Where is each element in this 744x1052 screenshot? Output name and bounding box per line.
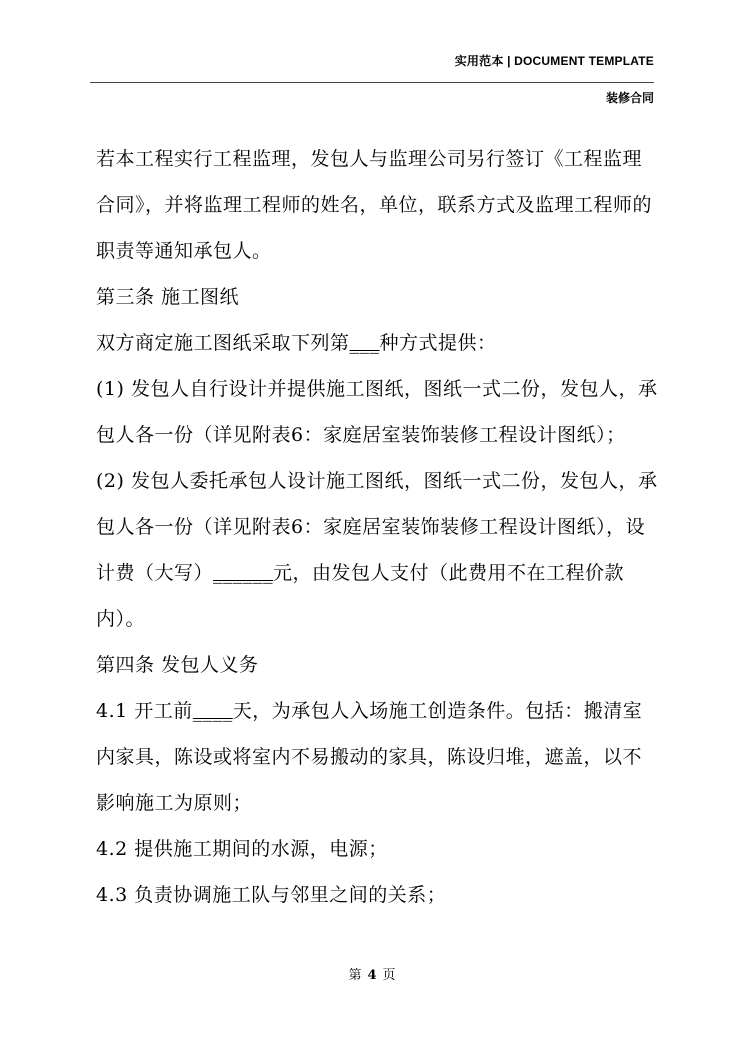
clause-4-1: [96, 688, 660, 826]
clause-4-2: 4.2 提供施工期间的水源，电源；: [96, 838, 388, 860]
article-4-heading: 第四条 发包人义务: [96, 654, 259, 676]
fill-blank: ______: [213, 562, 274, 584]
header-subtitle: 装修合同: [605, 91, 654, 105]
text-segment: 天，为承包人入场施工创造条件。包括：搬清室内家具，陈设或将室内不易搬动的家具，陈设归堆，遮盖，以不影响施工为原则；: [96, 700, 643, 814]
paragraph-option-2: [96, 458, 660, 642]
text-segment: 种方式提供：: [379, 332, 497, 354]
fill-blank: ____: [192, 700, 233, 722]
fill-blank: ___: [349, 332, 380, 354]
text-segment: 费（大写）: [115, 562, 214, 584]
header-title: 实用范本 | DOCUMENT TEMPLATE: [454, 54, 654, 68]
document-body: [96, 136, 660, 918]
paragraph-option-1: (1) 发包人自行设计并提供施工图纸，图纸一式二份，发包人，承包人各一份（详见附表6：家庭居室装饰装修工程设计图纸）；: [96, 378, 658, 446]
clause-4-3: 4.3 负责协调施工队与邻里之间的关系；: [96, 884, 447, 906]
header-divider: [90, 82, 654, 83]
paragraph-supervision: 若本工程实行工程监理，发包人与监理公司另行签订《工程监理合同》，并将监理工程师的姓名，单位，联系方式及监理工程师的职责等通知承包人。: [96, 148, 653, 262]
article-3-heading: 第三条 施工图纸: [96, 286, 240, 308]
text-segment: 4.1 开工前: [96, 700, 193, 722]
text-segment: 元，由发包人支付（此费用不在工程价款内）。: [96, 562, 625, 630]
text-segment: 双方商定施工图纸采取下列第: [96, 332, 350, 354]
paragraph-drawing-method: [96, 320, 660, 366]
page-footer: [0, 964, 744, 983]
page-number: 4: [367, 968, 377, 983]
footer-prefix: 第: [348, 968, 362, 983]
text-segment: (2) 发包人委托承包人设计施工图纸，图纸一式二份，发包人，承包人各一份（详见附表6：家庭居室装饰装修工程设计图纸），设计: [96, 470, 658, 584]
footer-suffix: 页: [382, 968, 396, 983]
